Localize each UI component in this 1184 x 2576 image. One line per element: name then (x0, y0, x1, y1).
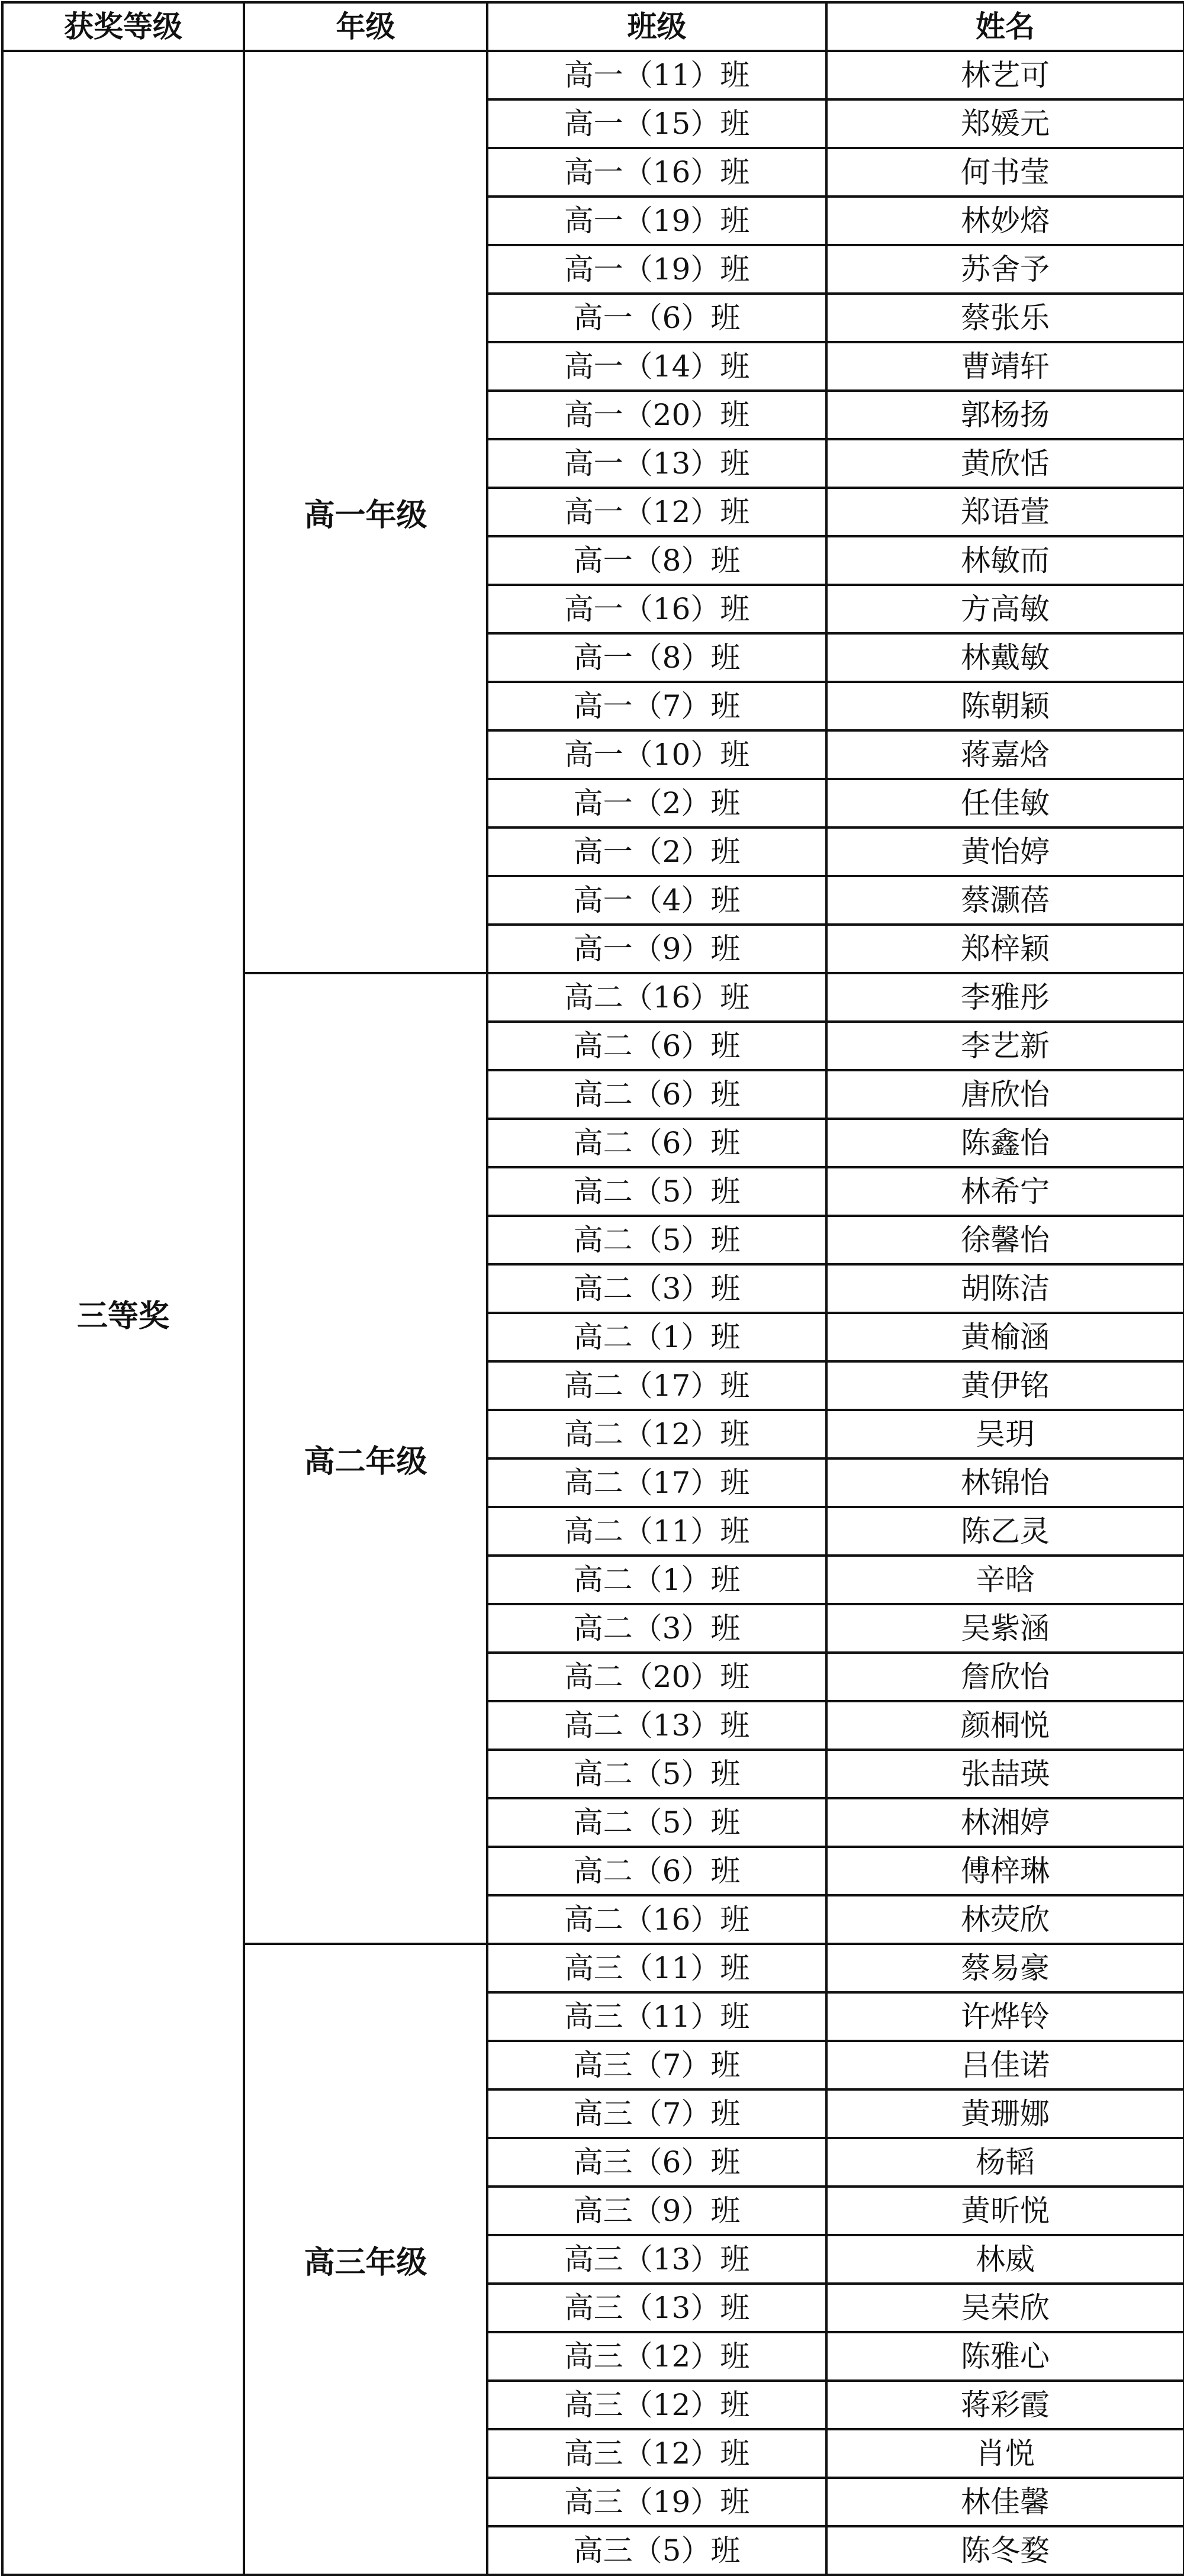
class-cell: 高三（13）班 (487, 2284, 826, 2332)
header-row (2, 2, 1184, 51)
table-row (2, 51, 1184, 99)
name-cell: 黄伊铭 (826, 1361, 1184, 1410)
class-cell: 高一（11）班 (487, 51, 826, 99)
name-cell: 郑媛元 (826, 99, 1184, 148)
class-cell: 高三（12）班 (487, 2381, 826, 2429)
class-cell: 高三（9）班 (487, 2187, 826, 2235)
name-cell: 张喆瑛 (826, 1750, 1184, 1798)
class-cell: 高一（12）班 (487, 488, 826, 536)
name-cell: 林敏而 (826, 536, 1184, 585)
name-cell: 陈乙灵 (826, 1507, 1184, 1556)
class-cell: 高三（11）班 (487, 1992, 826, 2041)
class-cell: 高二（5）班 (487, 1167, 826, 1216)
class-cell: 高一（8）班 (487, 633, 826, 682)
class-cell: 高一（16）班 (487, 585, 826, 633)
name-cell: 林希宁 (826, 1167, 1184, 1216)
header-class: 班级 (487, 2, 826, 51)
name-cell: 陈冬婺 (826, 2526, 1184, 2575)
class-cell: 高二（1）班 (487, 1313, 826, 1361)
class-cell: 高三（7）班 (487, 2041, 826, 2089)
class-cell: 高二（5）班 (487, 1750, 826, 1798)
name-cell: 唐欣怡 (826, 1070, 1184, 1119)
name-cell: 林戴敏 (826, 633, 1184, 682)
class-cell: 高一（15）班 (487, 99, 826, 148)
class-cell: 高二（17）班 (487, 1361, 826, 1410)
name-cell: 陈雅心 (826, 2332, 1184, 2381)
name-cell: 吴紫涵 (826, 1604, 1184, 1653)
class-cell: 高三（6）班 (487, 2138, 826, 2187)
class-cell: 高三（7）班 (487, 2089, 826, 2138)
name-cell: 杨韬 (826, 2138, 1184, 2187)
table-body (2, 51, 1184, 2575)
name-cell: 傅梓琳 (826, 1847, 1184, 1895)
class-cell: 高一（10）班 (487, 730, 826, 779)
class-cell: 高二（11）班 (487, 1507, 826, 1556)
class-cell: 高三（13）班 (487, 2235, 826, 2284)
name-cell: 蒋嘉焓 (826, 730, 1184, 779)
class-cell: 高二（6）班 (487, 1070, 826, 1119)
name-cell: 林锦怡 (826, 1458, 1184, 1507)
class-cell: 高一（8）班 (487, 536, 826, 585)
class-cell: 高一（13）班 (487, 439, 826, 488)
name-cell: 黄昕悦 (826, 2187, 1184, 2235)
header-name: 姓名 (826, 2, 1184, 51)
name-cell: 郑梓颖 (826, 925, 1184, 973)
header-grade: 年级 (244, 2, 487, 51)
class-cell: 高一（2）班 (487, 827, 826, 876)
class-cell: 高二（3）班 (487, 1264, 826, 1313)
name-cell: 辛晗 (826, 1556, 1184, 1604)
award-table (1, 1, 1184, 2576)
class-cell: 高三（12）班 (487, 2429, 826, 2478)
name-cell: 詹欣怡 (826, 1653, 1184, 1701)
name-cell: 吕佳诺 (826, 2041, 1184, 2089)
name-cell: 蔡易豪 (826, 1944, 1184, 1992)
name-cell: 黄珊娜 (826, 2089, 1184, 2138)
grade-cell: 高一年级 (244, 51, 487, 973)
class-cell: 高一（16）班 (487, 148, 826, 197)
name-cell: 陈朝颖 (826, 682, 1184, 730)
name-cell: 林妙熔 (826, 197, 1184, 245)
class-cell: 高二（5）班 (487, 1798, 826, 1847)
class-cell: 高二（20）班 (487, 1653, 826, 1701)
name-cell: 郭杨扬 (826, 391, 1184, 439)
grade-cell: 高三年级 (244, 1944, 487, 2575)
class-cell: 高二（6）班 (487, 1022, 826, 1070)
name-cell: 曹靖轩 (826, 342, 1184, 391)
name-cell: 蒋彩霞 (826, 2381, 1184, 2429)
class-cell: 高二（16）班 (487, 1895, 826, 1944)
grade-cell: 高二年级 (244, 973, 487, 1944)
class-cell: 高二（6）班 (487, 1119, 826, 1167)
name-cell: 林威 (826, 2235, 1184, 2284)
name-cell: 林湘婷 (826, 1798, 1184, 1847)
class-cell: 高二（5）班 (487, 1216, 826, 1264)
name-cell: 方高敏 (826, 585, 1184, 633)
class-cell: 高二（17）班 (487, 1458, 826, 1507)
name-cell: 蔡灏蓓 (826, 876, 1184, 925)
name-cell: 何书莹 (826, 148, 1184, 197)
table-header (2, 2, 1184, 51)
class-cell: 高一（9）班 (487, 925, 826, 973)
name-cell: 徐馨怡 (826, 1216, 1184, 1264)
class-cell: 高一（19）班 (487, 197, 826, 245)
class-cell: 高二（6）班 (487, 1847, 826, 1895)
name-cell: 蔡张乐 (826, 294, 1184, 342)
name-cell: 苏舍予 (826, 245, 1184, 294)
name-cell: 肖悦 (826, 2429, 1184, 2478)
name-cell: 李艺新 (826, 1022, 1184, 1070)
class-cell: 高二（16）班 (487, 973, 826, 1022)
name-cell: 林佳馨 (826, 2478, 1184, 2526)
class-cell: 高三（12）班 (487, 2332, 826, 2381)
award-level-cell: 三等奖 (2, 51, 244, 2575)
name-cell: 颜桐悦 (826, 1701, 1184, 1750)
class-cell: 高一（6）班 (487, 294, 826, 342)
class-cell: 高一（19）班 (487, 245, 826, 294)
class-cell: 高二（1）班 (487, 1556, 826, 1604)
name-cell: 陈鑫怡 (826, 1119, 1184, 1167)
name-cell: 吴荣欣 (826, 2284, 1184, 2332)
name-cell: 黄榆涵 (826, 1313, 1184, 1361)
header-award-level: 获奖等级 (2, 2, 244, 51)
name-cell: 林荧欣 (826, 1895, 1184, 1944)
name-cell: 郑语萱 (826, 488, 1184, 536)
class-cell: 高二（3）班 (487, 1604, 826, 1653)
class-cell: 高三（19）班 (487, 2478, 826, 2526)
name-cell: 黄怡婷 (826, 827, 1184, 876)
class-cell: 高一（4）班 (487, 876, 826, 925)
class-cell: 高三（11）班 (487, 1944, 826, 1992)
name-cell: 任佳敏 (826, 779, 1184, 827)
name-cell: 许烨铃 (826, 1992, 1184, 2041)
name-cell: 胡陈洁 (826, 1264, 1184, 1313)
name-cell: 李雅彤 (826, 973, 1184, 1022)
class-cell: 高二（12）班 (487, 1410, 826, 1458)
class-cell: 高一（2）班 (487, 779, 826, 827)
name-cell: 吴玥 (826, 1410, 1184, 1458)
class-cell: 高一（7）班 (487, 682, 826, 730)
name-cell: 黄欣恬 (826, 439, 1184, 488)
class-cell: 高一（20）班 (487, 391, 826, 439)
class-cell: 高一（14）班 (487, 342, 826, 391)
class-cell: 高二（13）班 (487, 1701, 826, 1750)
class-cell: 高三（5）班 (487, 2526, 826, 2575)
name-cell: 林艺可 (826, 51, 1184, 99)
